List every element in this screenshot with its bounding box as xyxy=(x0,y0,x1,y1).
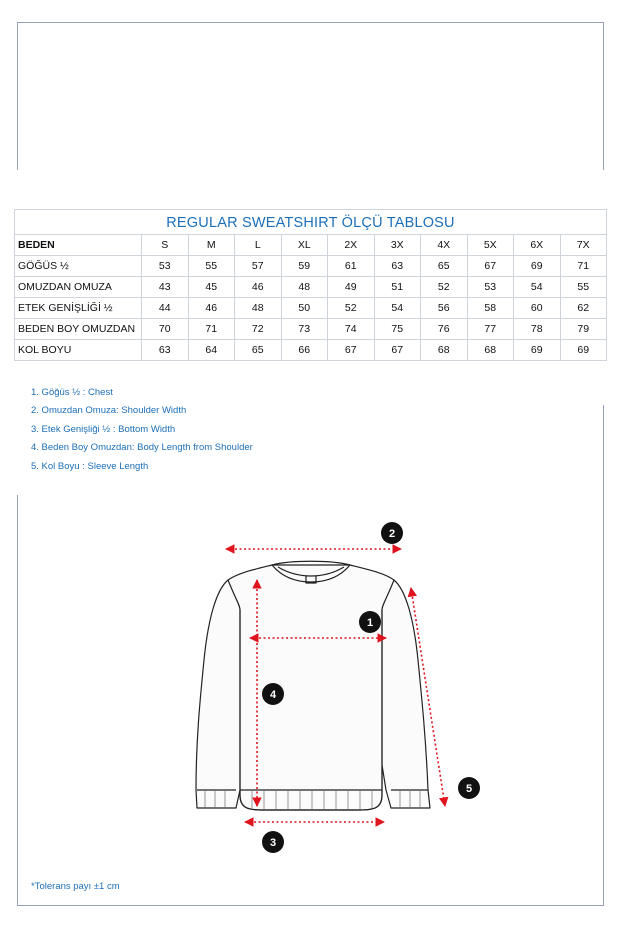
marker-2 xyxy=(381,522,403,544)
table-cell: 78 xyxy=(514,319,561,340)
marker-label: 5 xyxy=(465,783,473,795)
row-label: ETEK GENİŞLİĞİ ½ xyxy=(15,298,142,319)
table-cell: 77 xyxy=(467,319,514,340)
table-cell: 59 xyxy=(281,256,328,277)
table-cell: 46 xyxy=(235,277,282,298)
tolerance-note: *Tolerans payı ±1 cm xyxy=(31,881,120,892)
table-cell: 53 xyxy=(142,256,189,277)
marker-label: 2 xyxy=(388,528,396,540)
table-cell: 62 xyxy=(560,298,607,319)
table-cell: 69 xyxy=(514,256,561,277)
table-cell: 68 xyxy=(421,340,468,361)
table-cell: 56 xyxy=(421,298,468,319)
marker-label: 1 xyxy=(366,617,374,629)
marker-label: 3 xyxy=(269,837,277,849)
table-cell: 54 xyxy=(514,277,561,298)
row-label: OMUZDAN OMUZA xyxy=(15,277,142,298)
table-cell: 63 xyxy=(142,340,189,361)
sweatshirt-outline xyxy=(196,561,430,810)
table-cell: 74 xyxy=(328,319,375,340)
table-cell: 71 xyxy=(188,319,235,340)
table-cell: 57 xyxy=(235,256,282,277)
table-cell: 61 xyxy=(328,256,375,277)
table-cell: 64 xyxy=(188,340,235,361)
marker-3 xyxy=(262,831,284,853)
size-header: 5X xyxy=(467,235,514,256)
table-cell: 76 xyxy=(421,319,468,340)
row-label: BEDEN BOY OMUZDAN xyxy=(15,319,142,340)
legend-item: 1. Göğüs ½ : Chest xyxy=(31,387,113,398)
table-cell: 60 xyxy=(514,298,561,319)
table-cell: 55 xyxy=(188,256,235,277)
table-cell: 63 xyxy=(374,256,421,277)
table-cell: 66 xyxy=(281,340,328,361)
table-cell: 69 xyxy=(560,340,607,361)
table-cell: 44 xyxy=(142,298,189,319)
table-cell: 69 xyxy=(514,340,561,361)
table-cell: 79 xyxy=(560,319,607,340)
table-cell: 48 xyxy=(235,298,282,319)
size-header: 4X xyxy=(421,235,468,256)
table-cell: 53 xyxy=(467,277,514,298)
row-label: KOL BOYU xyxy=(15,340,142,361)
table-title: REGULAR SWEATSHIRT ÖLÇÜ TABLOSU xyxy=(14,209,607,234)
table-cell: 67 xyxy=(467,256,514,277)
table-cell: 67 xyxy=(328,340,375,361)
table-cell: 65 xyxy=(235,340,282,361)
table-cell: 48 xyxy=(281,277,328,298)
size-header: XL xyxy=(281,235,328,256)
table-cell: 51 xyxy=(374,277,421,298)
size-header: 7X xyxy=(560,235,607,256)
table-cell: 52 xyxy=(421,277,468,298)
size-header: S xyxy=(142,235,189,256)
table-cell: 50 xyxy=(281,298,328,319)
table-cell: 46 xyxy=(188,298,235,319)
row-label: GÖĞÜS ½ xyxy=(15,256,142,277)
marker-5 xyxy=(458,777,480,799)
legend-item: 4. Beden Boy Omuzdan: Body Length from Shoulder xyxy=(31,442,253,454)
table-cell: 71 xyxy=(560,256,607,277)
table-cell: 70 xyxy=(142,319,189,340)
size-header: L xyxy=(235,235,282,256)
size-header: M xyxy=(188,235,235,256)
marker-1 xyxy=(359,611,381,633)
marker-label: 4 xyxy=(269,689,277,701)
table-cell: 73 xyxy=(281,319,328,340)
legend-item: 5. Kol Boyu : Sleeve Length xyxy=(31,460,149,472)
legend-item: 2. Omuzdan Omuza: Shoulder Width xyxy=(31,405,187,417)
header-label: BEDEN xyxy=(15,235,142,256)
legend-item: 3. Etek Genişliği ½ : Bottom Width xyxy=(31,423,176,435)
table-cell: 49 xyxy=(328,277,375,298)
table-cell: 75 xyxy=(374,319,421,340)
table-cell: 55 xyxy=(560,277,607,298)
table-cell: 68 xyxy=(467,340,514,361)
size-header: 6X xyxy=(514,235,561,256)
table-cell: 67 xyxy=(374,340,421,361)
table-cell: 65 xyxy=(421,256,468,277)
size-header: 3X xyxy=(374,235,421,256)
table-cell: 45 xyxy=(188,277,235,298)
table-cell: 54 xyxy=(374,298,421,319)
marker-4 xyxy=(262,683,284,705)
table-cell: 58 xyxy=(467,298,514,319)
table-cell: 52 xyxy=(328,298,375,319)
table-cell: 72 xyxy=(235,319,282,340)
table-cell: 43 xyxy=(142,277,189,298)
size-header: 2X xyxy=(328,235,375,256)
